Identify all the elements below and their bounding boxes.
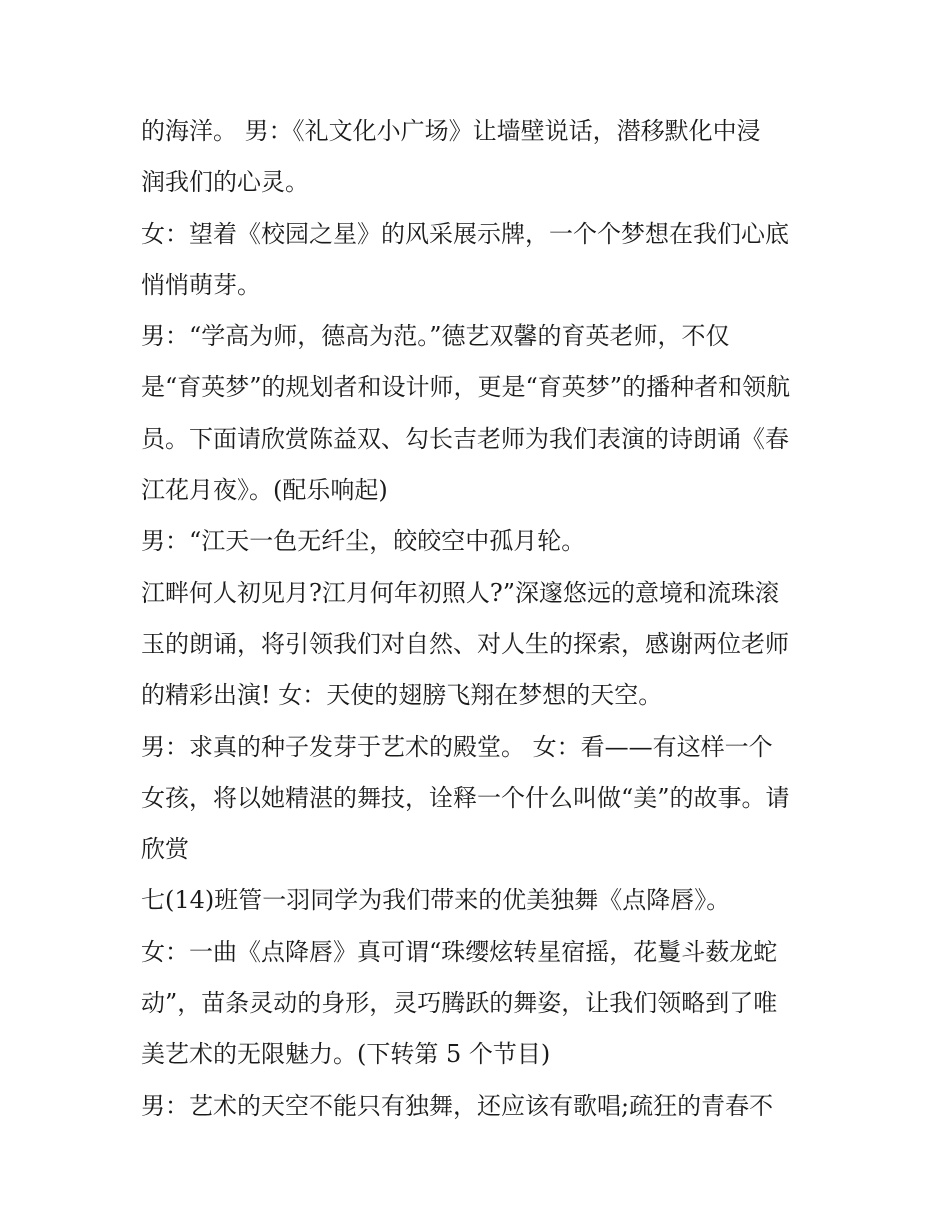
- text-line: 玉的朗诵，将引领我们对自然、对人生的探索，感谢两位老师: [141, 629, 789, 658]
- text-line: 男：艺术的天空不能只有独舞，还应该有歌唱;疏狂的青春不: [141, 1091, 774, 1120]
- text-line: 悄悄萌芽。: [141, 270, 261, 299]
- text-line: 的海洋。 男：《礼文化小广场》让墙壁说话，潜移默化中浸: [141, 117, 761, 145]
- text-line: 男：“学高为师，德高为范。”德艺双馨的育英老师，不仅: [141, 322, 730, 351]
- text-line: 江畔何人初见月?江月何年初照人?”深邃悠远的意境和流珠滚: [141, 578, 780, 607]
- text-line: 女：一曲《点降唇》真可谓“珠缨炫转星宿摇，花鬘斗薮龙蛇: [141, 937, 778, 966]
- text-line: 是“育英梦”的规划者和设计师，更是“育英梦”的播种者和领航: [141, 373, 791, 402]
- text-line: 女孩，将以她精湛的舞技，诠释一个什么叫做“美”的故事。请: [141, 783, 790, 812]
- text-line: 江花月夜》。(配乐响起): [141, 476, 388, 505]
- text-line: 的精彩出演! 女：天使的翅膀飞翔在梦想的天空。: [141, 681, 663, 710]
- text-line: 润我们的心灵。: [141, 168, 309, 197]
- document-body: [141, 106, 821, 1132]
- text-line: 员。下面请欣赏陈益双、勾长吉老师为我们表演的诗朗诵《春: [141, 424, 789, 453]
- text-line: 男：求真的种子发芽于艺术的殿堂。 女：看——有这样一个: [141, 732, 773, 761]
- text-line: 女：望着《校园之星》的风采展示牌，一个个梦想在我们心底: [141, 219, 789, 248]
- text-line: 七(14)班管一羽同学为我们带来的优美独舞《点降唇》。: [141, 886, 731, 915]
- text-line: 欣赏: [141, 835, 189, 864]
- text-line: 美艺术的无限魅力。(下转第 5 个节目): [141, 1040, 551, 1069]
- text-line: 动”，苗条灵动的身形，灵巧腾跃的舞姿，让我们领略到了唯: [141, 989, 778, 1018]
- text-line: 男：“江天一色无纤尘，皎皎空中孤月轮。: [141, 527, 586, 556]
